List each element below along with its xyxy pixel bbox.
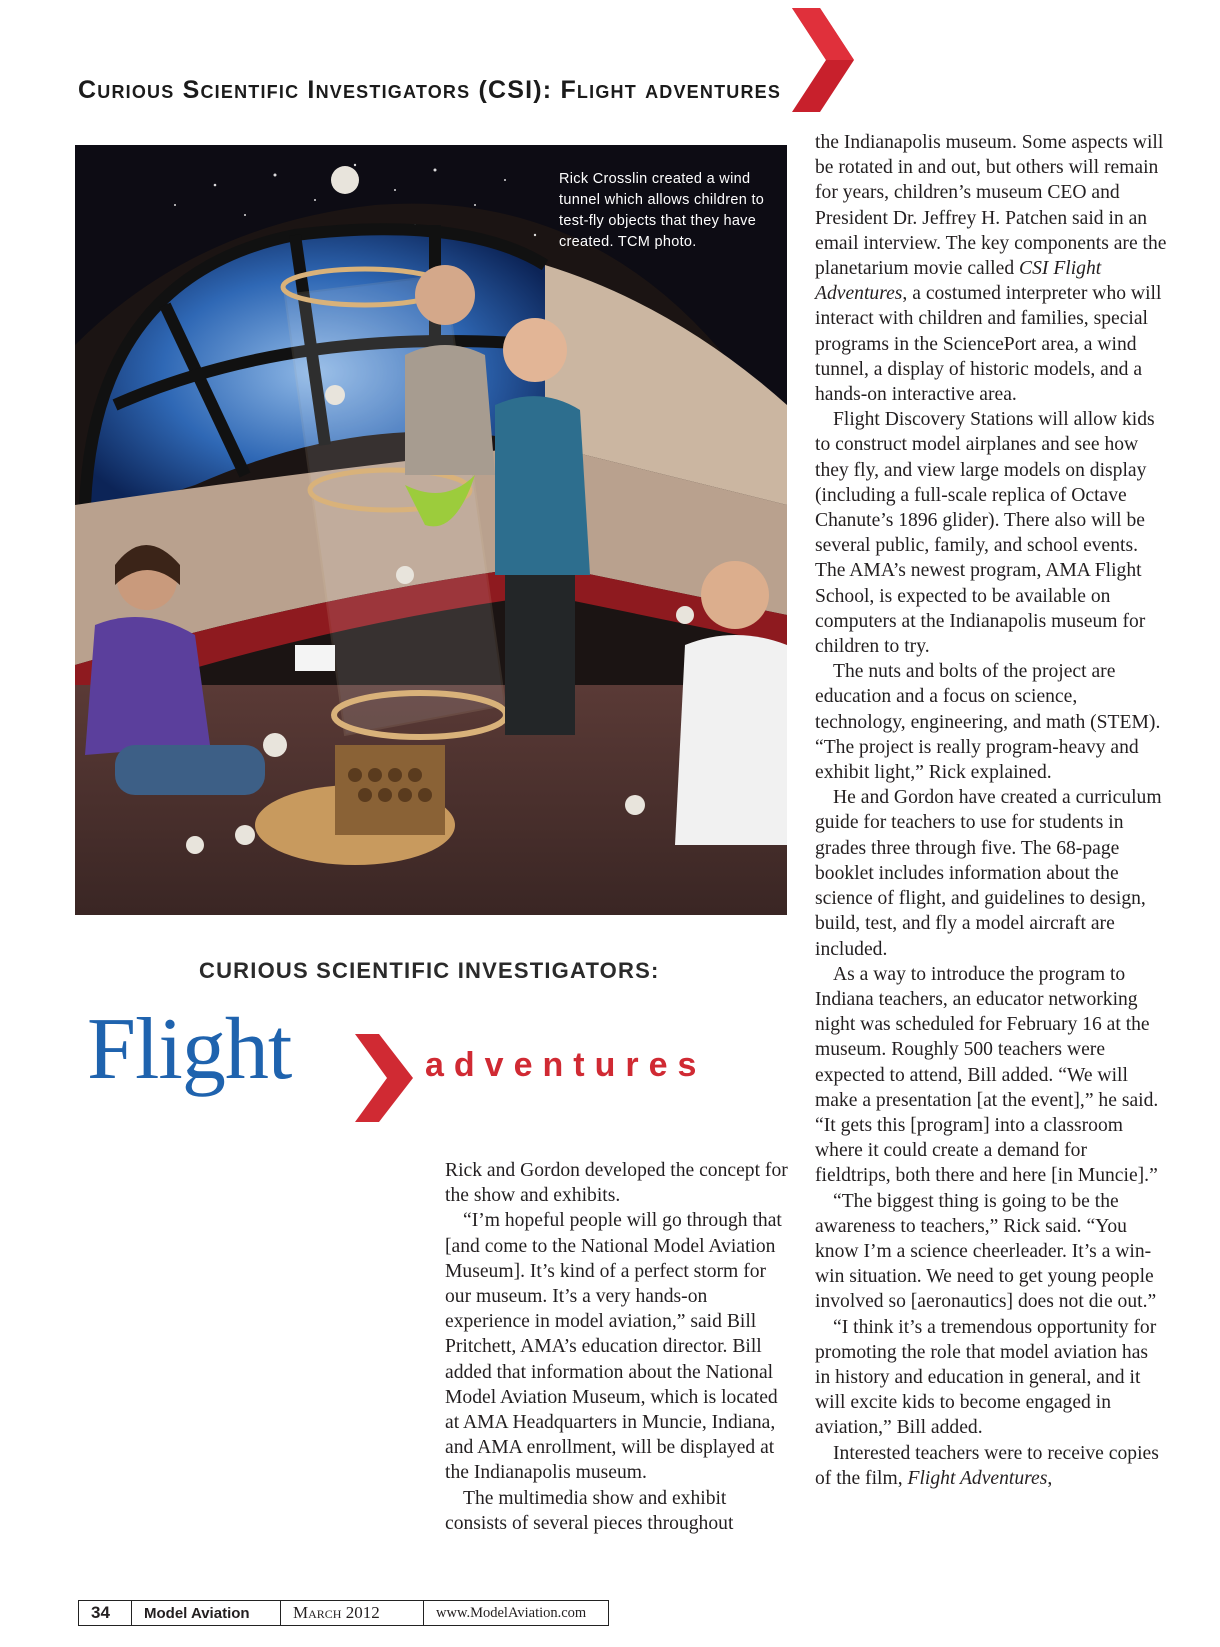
paragraph: Rick and Gordon developed the concept for the show and exhibits.: [445, 1160, 788, 1207]
paragraph: Flight Discovery Stations will allow kids to construct model airplanes and see how they fly, and view large models on display (including a full-scale replica of Octave Chanute’s 1896 glider). There also will be several public, family, and school events. The AMA’s newest program, AMA Flight School, is expected to be available on computers at the Indianapolis museum for children to try.: [815, 409, 1155, 658]
article-column-right: [815, 130, 1167, 1491]
logo-subtitle: CURIOUS SCIENTIFIC INVESTIGATORS:: [199, 958, 660, 983]
museum-photo: [75, 145, 787, 915]
logo-chevron-icon: [353, 1032, 415, 1124]
magazine-name: Model Aviation: [132, 1601, 281, 1625]
flight-adventures-logo: [75, 940, 787, 1140]
page-footer: [78, 1600, 609, 1626]
paragraph: “I’m hopeful people will go through that [and come to the National Model Aviation Museum]. It’s kind of a perfect storm for our museum. It’s a very hands-on experience in model aviation,” said Bill Pritchett, AMA’s education director. Bill added that information about the National Model Aviation Museum, which is located at AMA Headquarters in Muncie, Indiana, and AMA enrollment, will be displayed at the Indianapolis museum.: [445, 1210, 782, 1484]
paragraph: The nuts and bolts of the project are education and a focus on science, technology, engineering, and math (STEM). “The project is really program-heavy and exhibit light,” Rick explained.: [815, 661, 1161, 784]
paragraph: “I think it’s a tremendous opportunity for promoting the role that model aviation has in history and education in general, and it will excite kids to become engaged in aviation,” Bill added.: [815, 1316, 1157, 1439]
film-title: CSI Flight Adventures: [815, 258, 1102, 305]
logo-word-adventures: adventures: [425, 1046, 707, 1084]
red-chevron-icon: [786, 6, 856, 114]
paragraph: As a way to introduce the program to Indiana teachers, an educator networking night was scheduled for February 16 at the museum. Roughly 500 teachers were expected to attend, Bill added. “We will make a presentation [at the event],” he said. “It gets this [program] into a classroom where it could create a demand for fieldtrips, both there and here [in Muncie].”: [815, 963, 1159, 1187]
paragraph: Interested teachers were to receive copies of the film, Flight Adventures,: [815, 1442, 1159, 1489]
page-number: 34: [79, 1601, 132, 1625]
photo-caption: Rick Crosslin created a wind tunnel which allows children to test-fly objects that they have created. TCM photo.: [559, 171, 765, 250]
film-title: Flight Adventures: [907, 1467, 1048, 1489]
paragraph: The multimedia show and exhibit consists of several pieces throughout: [445, 1487, 734, 1534]
website-url[interactable]: www.ModelAviation.com: [436, 1604, 587, 1621]
section-header: Curious Scientific Investigators (CSI): Flight adventures: [78, 76, 782, 104]
logo-word-flight: Flight: [87, 1001, 292, 1098]
paragraph: He and Gordon have created a curriculum guide for teachers to use for students in grades three through five. The 68-page booklet includes information about the science of flight, and guidelines to design, build, test, and fly a model aircraft are included.: [815, 787, 1162, 960]
wind-tunnel-scene: [75, 145, 787, 915]
paragraph: the Indianapolis museum. Some aspects will be rotated in and out, but others will remain for years, children’s museum CEO and President Dr. Jeffrey H. Patchen said in an email interview. The key components are the planetarium movie called CSI Flight Adventures, a costumed interpreter who will interact with children and families, special programs in the SciencePort area, a wind tunnel, a display of historic models, and a hands-on interactive area.: [815, 132, 1167, 406]
article-column-middle: [445, 1158, 789, 1536]
paragraph: “The biggest thing is going to be the awareness to teachers,” Rick said. “You know I’m a science cheerleader. It’s a win-win situation. We need to get young people involved so [aeronautics] does not die out.”: [815, 1190, 1157, 1313]
issue-date: March 2012: [281, 1601, 424, 1625]
